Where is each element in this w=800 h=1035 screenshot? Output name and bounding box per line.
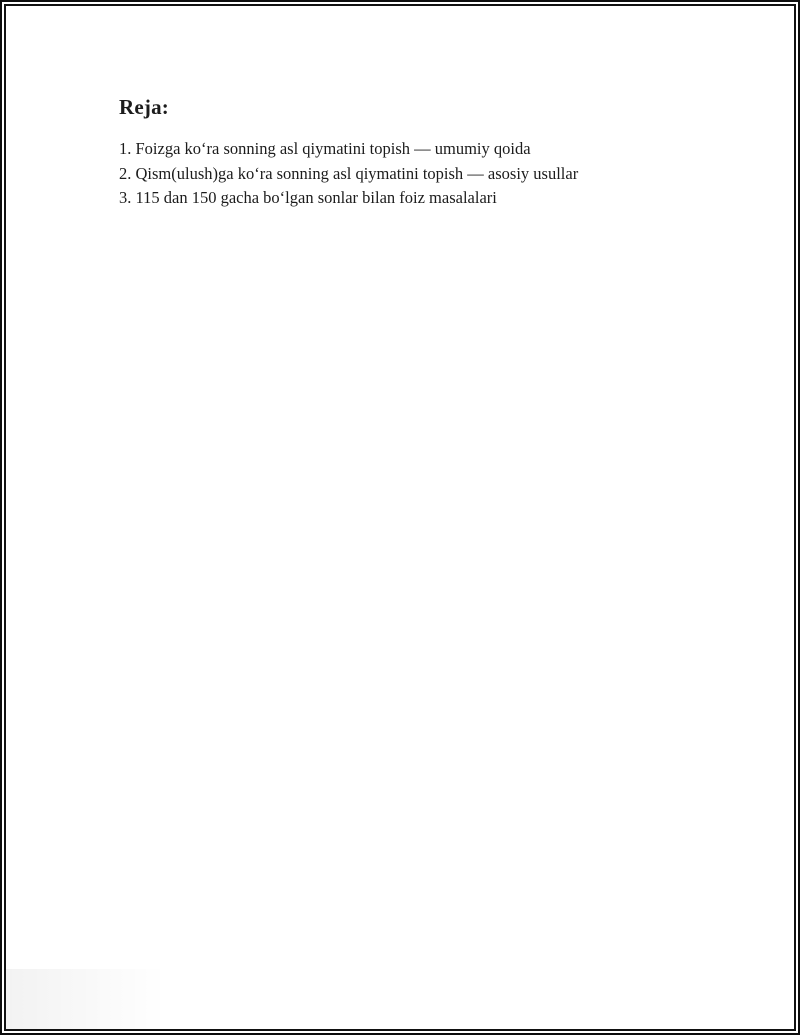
page-content — [6, 6, 794, 211]
page-title: Reja: — [119, 95, 169, 119]
list-item — [119, 186, 739, 211]
list-item — [119, 137, 739, 162]
list-item-number: 3. — [119, 188, 132, 208]
page-border-inner — [4, 4, 796, 1031]
list-item-number: 1. — [119, 139, 132, 158]
list-item-number: 2. — [119, 163, 132, 183]
list-item-text: Foizga ko‘ra sonning asl qiymatini topish — umumiy qoida — [135, 139, 531, 158]
list-item-text: 115 dan 150 gacha bo‘lgan sonlar bilan foiz masalalari — [135, 188, 497, 208]
list-item-text: Qism(ulush)ga ko‘ra sonning asl qiymatini topish — asosiy usullar — [135, 163, 579, 183]
scan-shadow-artifact — [6, 969, 166, 1029]
list-item — [119, 162, 739, 187]
plan-list — [119, 137, 739, 211]
